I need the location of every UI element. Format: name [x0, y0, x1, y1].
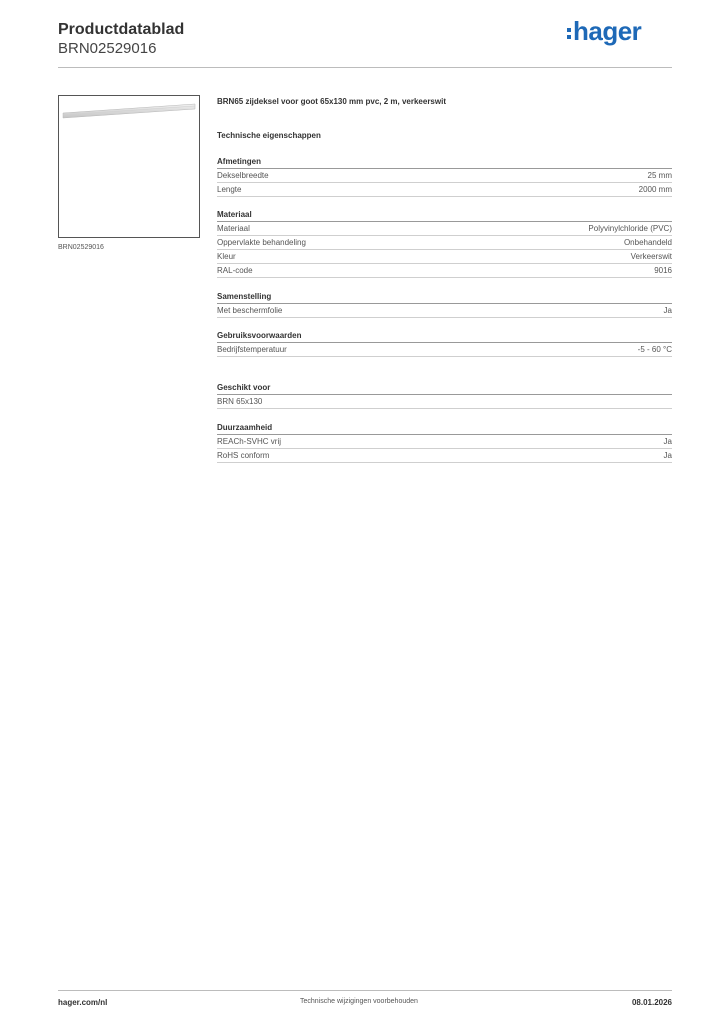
table-row [217, 395, 672, 409]
row-label: REACh-SVHC vrij [217, 437, 282, 446]
table-row [217, 435, 672, 449]
section-heading: Geschikt voor [217, 381, 672, 395]
row-label: RoHS conform [217, 451, 270, 460]
footer-divider [58, 990, 672, 991]
section-geschikt-voor [217, 381, 672, 409]
product-image [58, 95, 200, 238]
section-heading: Materiaal [217, 208, 672, 222]
product-title: BRN65 zijdeksel voor goot 65x130 mm pvc, 2 m, verkeerswit [217, 97, 446, 106]
section-heading: Gebruiksvoorwaarden [217, 329, 672, 343]
logo-text: hager [573, 16, 642, 46]
section-heading: Samenstelling [217, 290, 672, 304]
table-row [217, 304, 672, 318]
table-row [217, 236, 672, 250]
row-label: RAL-code [217, 266, 253, 275]
row-value: Verkeerswit [630, 252, 672, 261]
row-label: Oppervlakte behandeling [217, 238, 306, 247]
row-value: Ja [663, 451, 672, 460]
section-samenstelling [217, 290, 672, 318]
table-row [217, 169, 672, 183]
table-row [217, 250, 672, 264]
row-value: 2000 mm [638, 185, 672, 194]
footer-disclaimer: Technische wijzigingen voorbehouden [300, 998, 418, 1005]
row-label: Materiaal [217, 224, 250, 233]
table-row [217, 449, 672, 463]
row-label: Bedrijfstemperatuur [217, 345, 287, 354]
header-divider [58, 67, 672, 68]
row-value: Ja [663, 306, 672, 315]
row-label: BRN 65x130 [217, 397, 263, 406]
row-value: Polyvinylchloride (PVC) [588, 224, 672, 233]
section-afmetingen [217, 155, 672, 197]
row-label: Met beschermfolie [217, 306, 283, 315]
logo-dots-icon [567, 28, 571, 39]
table-row [217, 222, 672, 236]
section-gebruiksvoorwaarden [217, 329, 672, 357]
row-label: Kleur [217, 252, 236, 261]
row-value: Ja [663, 437, 672, 446]
row-value: -5 - 60 °C [637, 345, 672, 354]
header-title: Productdatablad [58, 21, 185, 38]
section-heading: Afmetingen [217, 155, 672, 169]
row-label: Dekselbreedte [217, 171, 269, 180]
row-value: 9016 [654, 266, 672, 275]
footer-website-link[interactable]: hager.com/nl [58, 998, 108, 1007]
hager-logo[interactable] [567, 16, 641, 47]
product-cover-strip-icon [59, 96, 199, 237]
technical-properties-title: Technische eigenschappen [217, 131, 321, 140]
section-heading: Duurzaamheid [217, 421, 672, 435]
table-row [217, 264, 672, 278]
row-value: 25 mm [647, 171, 672, 180]
row-label: Lengte [217, 185, 242, 194]
footer-date: 08.01.2026 [631, 998, 672, 1007]
image-caption: BRN02529016 [58, 244, 104, 251]
table-row [217, 183, 672, 197]
section-materiaal [217, 208, 672, 278]
section-duurzaamheid [217, 421, 672, 463]
header-product-code: BRN02529016 [58, 40, 157, 57]
row-value: Onbehandeld [623, 238, 672, 247]
table-row [217, 343, 672, 357]
